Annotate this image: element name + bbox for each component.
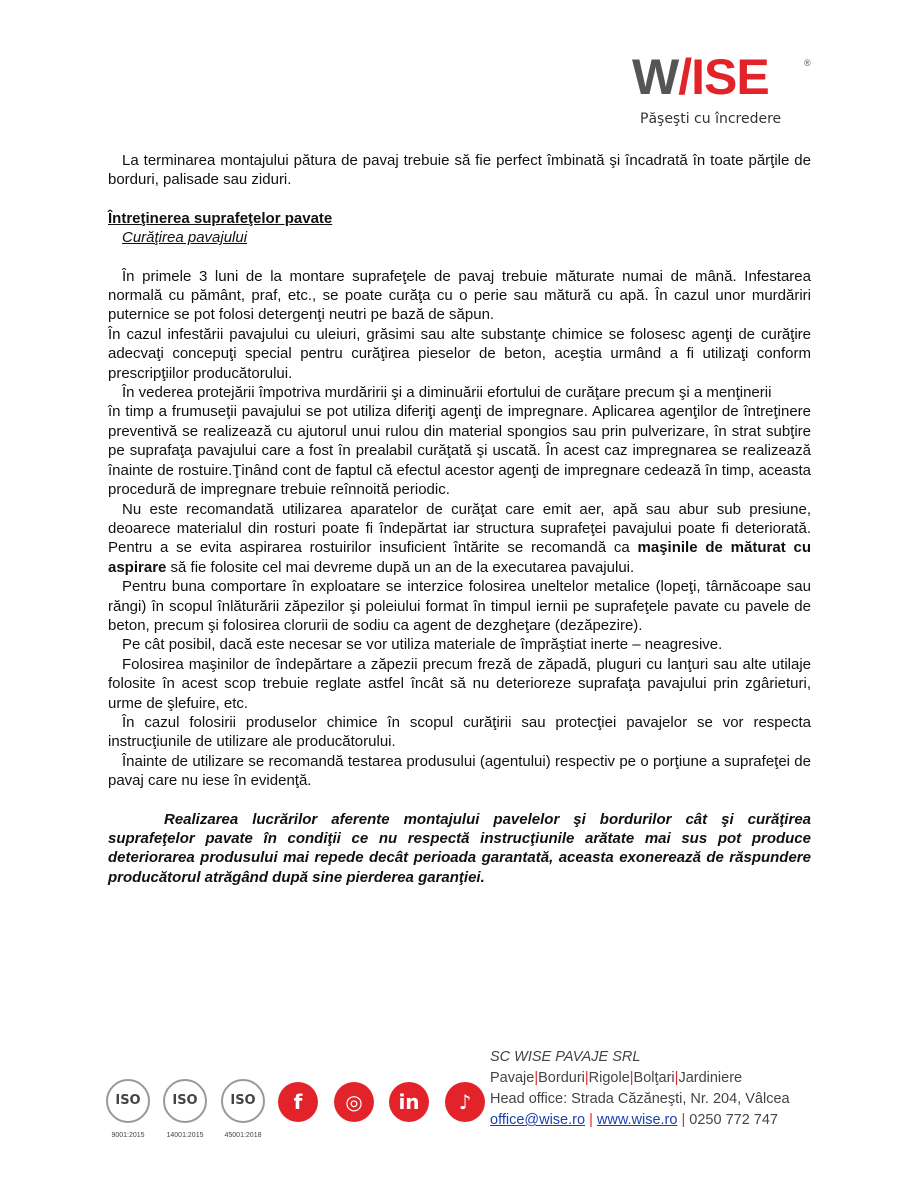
address: Head office: Strada Căzăneşti, Nr. 204, Vâlcea <box>490 1091 790 1107</box>
paragraph: Înainte de utilizare se recomandă testarea produsului (agentului) respectiv pe o porţiune a suprafeţei de pavaj care nu iese în evidenţă. <box>108 752 811 790</box>
paragraph: în timp a frumuseţii pavajului se pot utiliza diferiţi agenţi de impregnare. Aplicarea agenţilor de întreţinere preventivă se realizează cu ajutorul unui rulou din material spongios sau prin pulverizare, în strat subţire pe suprafaţa pavajului care a fost în prealabil curăţată şi uscată. În acest caz impregnarea se realizează înainte de rostuire.Ţinând cont de faptul că efectul acestor agenţi de impregnare cedează în timp, aceasta procedură de impregnare trebuie reînnoită periodic. <box>108 403 811 499</box>
paragraph: Folosirea maşinilor de îndepărtare a zăpezii precum freză de zăpadă, pluguri cu lanţuri sau alte utilaje folosite în acest scop trebuie reglate astfel încât să nu deterioreze suprafaţa pavajului prin zgârieturi, urme de şlefuire, etc. <box>108 655 811 712</box>
paragraph: În cazul folosirii produselor chimice în scopul curăţirii sau protecţiei pavajelor se vor respecta instrucţiunile de utilizare ale producătorului. <box>108 713 811 751</box>
intro-paragraph: La terminarea montajului pătura de pavaj trebuie să fie perfect îmbinată şi încadrată în toate părţile de borduri, palisade sau ziduri. <box>108 152 811 189</box>
bold-phrase: maşinile de măturat cu aspirare <box>108 539 812 576</box>
website-link[interactable]: www.wise.ro <box>596 1112 678 1128</box>
paragraph: În vederea protejării împotriva murdăririi şi a diminuării efortului de curăţare precum şi a menţinerii <box>122 384 772 402</box>
warranty-notice: Realizarea lucrărilor aferente montajului pavelelor şi bordurilor cât şi curăţirea suprafeţelor pavate în condiţii ce nu respectă instrucţiunile arătate mai sus pot produce deteriorarea produsului mai repede decât perioada garantată, aceasta exonerează de răspundere producătorul atrăgând după sine pierderea garanţiei. <box>108 810 811 886</box>
tagline: Păşeşti cu încredere <box>640 111 782 127</box>
iso-9001-badge: ISO 9001:2015 <box>105 1079 151 1145</box>
facebook-icon[interactable]: f <box>278 1082 318 1122</box>
registered-mark: ® <box>804 58 811 68</box>
company-info: SC WISE PAVAJE SRL Pavaje|Borduri|Rigole|Bolţari|Jardiniere Head office: Strada Căzăneşti, Nr. 204, Vâlcea office@wise.ro | www.wise.ro | 0250 772 747 <box>490 1049 790 1128</box>
iso-45001-badge: ISO 45001:2018 <box>220 1079 266 1145</box>
company-name: SC WISE PAVAJE SRL <box>490 1049 641 1065</box>
paragraph: În cazul infestării pavajului cu uleiuri, grăsimi sau alte substanţe chimice se folosesc agenţi de curăţire adecvaţi concepuţi special pentru curăţirea pieselor de beton, aceştia urmând a fi utilizaţi conform prescripţiilor producătorului. <box>108 325 811 382</box>
product-list: Pavaje|Borduri|Rigole|Bolţari|Jardiniere <box>490 1070 743 1086</box>
paragraph: Pentru buna comportare în exploatare se interzice folosirea uneltelor metalice (lopeţi, târnăcoape sau răngi) în scopul înlăturării zăpezilor şi poleiului format în timpul iernii pe suprafeţele pavate cu pavele de beton, precum şi folosirea clorurii de sodiu ca agent de dezgheţare (dezăpezire). <box>108 578 811 634</box>
linkedin-icon[interactable]: in <box>389 1082 429 1122</box>
document-body <box>108 151 811 887</box>
iso-14001-badge: ISO 14001:2015 <box>162 1079 208 1145</box>
section-heading: Întreţinerea suprafeţelor pavate <box>108 209 333 227</box>
subsection-heading: Curăţirea pavajului <box>122 229 248 247</box>
tiktok-icon[interactable]: ♪ <box>445 1082 485 1122</box>
instagram-icon[interactable]: ◎ <box>334 1082 374 1122</box>
paragraph: Nu este recomandată utilizarea aparatelor de curăţat care emit aer, apă sau abur sub presiune, deoarece materialul din rosturi poate fi îndepărtat iar structura suprafeţei pavajului poate fi deteriorată. Pentru a se evita aspirarea rostuirilor insuficient întărite se recomandă ca maşinile de măturat cu aspirare să fie folosite cel mai devreme după un an de la executarea pavajului. <box>108 500 812 576</box>
email-link[interactable]: office@wise.ro <box>490 1112 586 1128</box>
paragraph: Pe cât posibil, dacă este necesar se vor utiliza materiale de împrăştiat inerte – neagresive. <box>122 636 723 654</box>
phone-number: 0250 772 747 <box>689 1112 778 1128</box>
paragraph: În primele 3 luni de la montare suprafeţele de pavaj trebuie măturate numai de mână. Infestarea normală cu pământ, praf, etc., se poate curăţa cu o perie sau mătură cu apă. În cazul unor murdăriri puternice se pot folosi detergenţi neutri pe bază de săpun. <box>108 267 811 324</box>
wise-logo: W/ISE ® Păşeşti cu încredere <box>632 50 812 130</box>
footer <box>105 1045 815 1139</box>
